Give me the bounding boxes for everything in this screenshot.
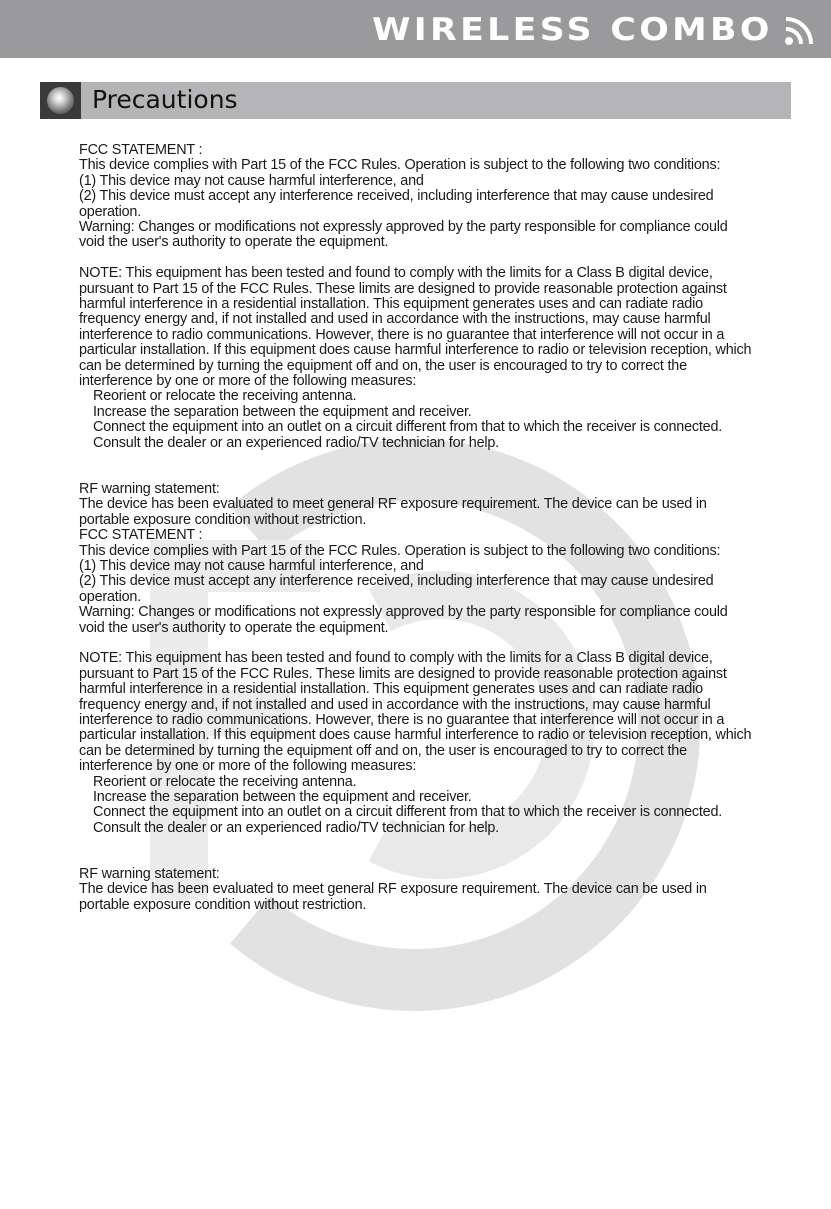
text-line: RF warning statement: [79,866,220,882]
text-line: pursuant to Part 15 of the FCC Rules. These limits are designed to provide reasonable protection against [79,280,727,297]
text-line: harmful interference in a residential installation. This equipment generates uses and can radiate radio [79,296,703,313]
top-banner [0,0,831,58]
text-line: Connect the equipment into an outlet on a circuit different from that to which the receiver is connected. [93,804,723,821]
text-line: FCC STATEMENT : [79,142,203,158]
text-line: interference by one or more of the following measures: [79,373,417,390]
text-line: The device has been evaluated to meet general RF exposure requirement. The device can be used in [79,496,707,513]
text-line: can be determined by turning the equipment off and on, the user is encouraged to try to correct the [79,357,687,374]
text-line: operation. [79,588,142,605]
blank-line [79,836,784,851]
text-line: (2) This device must accept any interference received, including interference that may cause undesired [79,573,714,590]
precautions-text [79,143,784,913]
section-title: Precautions [92,85,238,114]
text-line: Increase the separation between the equipment and receiver. [93,403,472,420]
text-line: interference to radio communications. However, there is no guarantee that interference will not occur in a [79,711,725,728]
text-line: Consult the dealer or an experienced radio/TV technician for help. [93,434,499,451]
text-line: Consult the dealer or an experienced radio/TV technician for help. [93,819,499,836]
sphere-bullet-icon [40,82,81,119]
wireless-signal-icon [783,13,817,47]
text-line: (1) This device may not cause harmful interference, and [79,172,424,189]
text-line: Connect the equipment into an outlet on a circuit different from that to which the receiver is connected. [93,419,723,436]
text-line: This device complies with Part 15 of the FCC Rules. Operation is subject to the following two conditions: [79,157,721,174]
text-line: pursuant to Part 15 of the FCC Rules. These limits are designed to provide reasonable protection against [79,665,727,682]
text-line: portable exposure condition without restriction. [79,511,367,528]
text-line: Reorient or relocate the receiving antenna. [93,388,357,405]
blank-line [79,852,784,867]
text-line: FCC STATEMENT : [79,527,203,544]
text-line: Increase the separation between the equipment and receiver. [93,789,472,805]
blank-line [79,467,784,482]
section-header [40,82,791,119]
text-line: portable exposure condition without restriction. [79,896,367,913]
text-line: NOTE: This equipment has been tested and found to comply with the limits for a Class B digital device, [79,650,713,667]
text-line: interference by one or more of the following measures: [79,758,417,775]
text-line: harmful interference in a residential installation. This equipment generates uses and can radiate radio [79,681,703,698]
text-line: interference to radio communications. However, there is no guarantee that interference will not occur in a [79,326,725,343]
text-line: particular installation. If this equipment does cause harmful interference to radio or television reception, which [79,727,752,744]
text-line: Warning: Changes or modifications not expressly approved by the party responsible for compliance could [79,604,728,621]
text-line: Warning: Changes or modifications not expressly approved by the party responsible for compliance could [79,219,728,236]
text-line: NOTE: This equipment has been tested and found to comply with the limits for a Class B digital device, [79,265,713,282]
text-line: operation. [79,203,142,220]
text-line: RF warning statement: [79,480,220,497]
text-line: void the user's authority to operate the equipment. [79,234,389,251]
text-line: Reorient or relocate the receiving antenna. [93,773,357,790]
text-line: This device complies with Part 15 of the FCC Rules. Operation is subject to the following two conditions: [79,542,721,559]
brand-title: WIRELESS COMBO [372,12,773,48]
text-line: frequency energy and, if not installed and used in accordance with the instructions, may cause harmful [79,311,711,328]
text-line: can be determined by turning the equipment off and on, the user is encouraged to try to correct the [79,742,687,759]
text-line: (1) This device may not cause harmful interference, and [79,557,424,574]
text-line: particular installation. If this equipment does cause harmful interference to radio or television reception, which [79,342,752,359]
blank-line [79,251,784,266]
text-line: void the user's authority to operate the equipment. [79,619,389,636]
blank-line [79,451,784,466]
text-line: The device has been evaluated to meet general RF exposure requirement. The device can be used in [79,881,707,898]
text-line: (2) This device must accept any interference received, including interference that may cause undesired [79,188,714,205]
blank-line [79,636,784,651]
text-line: frequency energy and, if not installed and used in accordance with the instructions, may cause harmful [79,696,711,713]
